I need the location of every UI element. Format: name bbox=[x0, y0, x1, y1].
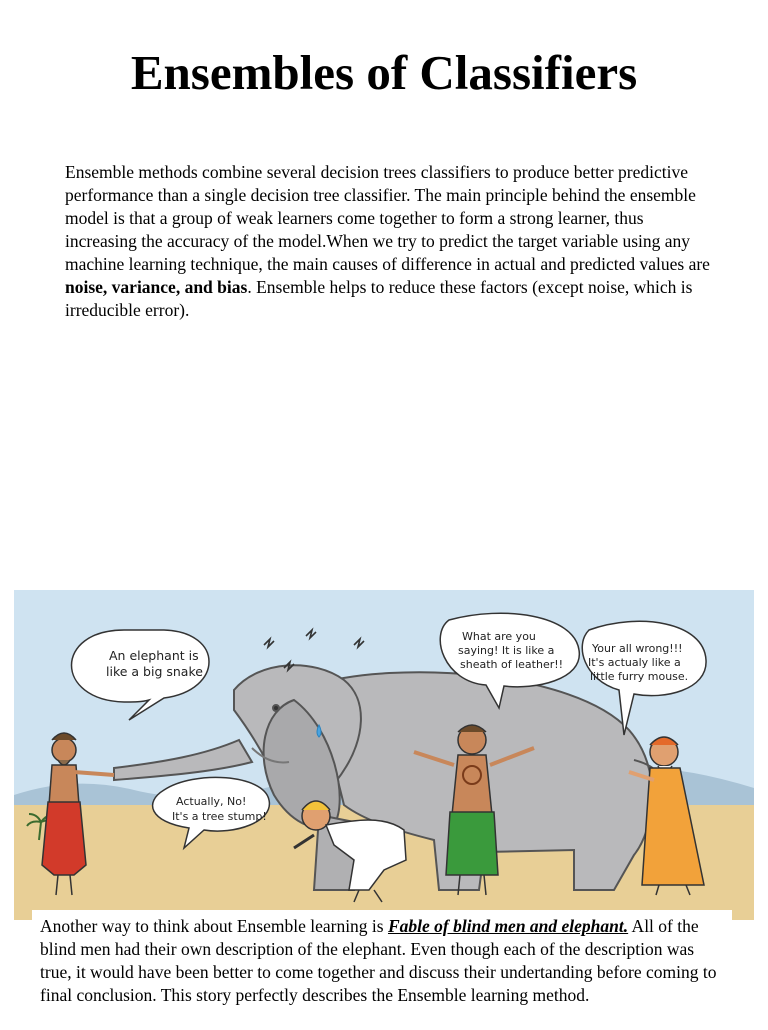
intro-bold-terms: noise, variance, and bias bbox=[65, 277, 248, 297]
page-title: Ensembles of Classifiers bbox=[130, 45, 638, 100]
bubble-2-line-3: sheath of leather!! bbox=[460, 658, 564, 671]
bubble-2-line-2: saying! It is like a bbox=[458, 644, 555, 657]
caption-paragraph bbox=[32, 910, 732, 1030]
intro-text-2: . Ensemble helps to reduce these factors (except noise, which is irreducible error). bbox=[65, 277, 693, 320]
bubble-3-line-2: It's actualy like a bbox=[588, 656, 681, 669]
bubble-3-line-1: Your all wrong!!! bbox=[592, 642, 683, 655]
bubble-3-line-3: little furry mouse. bbox=[590, 670, 689, 683]
bubble-4-line-2: It's a tree stump! bbox=[172, 810, 267, 823]
bubble-1-line-2: like a big snake bbox=[106, 664, 203, 679]
intro-text-1: Ensemble methods combine several decision trees classifiers to produce better predictive performance than a single decision tree classifier. The main principle behind the ensemble model is that a group of weak learners come together to form a strong learner, thus increasing the accuracy of the model.When we try to predict the target variable using any machine learning technique, the main causes of difference in actual and predicted values are bbox=[65, 162, 710, 274]
caption-text-1: Another way to think about Ensemble learning is bbox=[40, 916, 388, 936]
blind-men-elephant-cartoon bbox=[14, 590, 754, 920]
bubble-2-line-1: What are you bbox=[462, 630, 536, 643]
fable-link[interactable]: Fable of blind men and elephant. bbox=[387, 916, 629, 936]
cartoon-svg bbox=[14, 590, 754, 920]
caption-text-2: All of the blind men had their own description of the elephant. Even though each of the description was true, it would have been better to come together and discuss their undertanding before coming to final conclusion. This story perfectly describes the Ensemble learning method. bbox=[40, 916, 717, 1005]
bubble-4-line-1: Actually, No! bbox=[176, 795, 247, 808]
intro-paragraph bbox=[65, 161, 715, 322]
bubble-1-line-1: An elephant is bbox=[109, 648, 199, 663]
